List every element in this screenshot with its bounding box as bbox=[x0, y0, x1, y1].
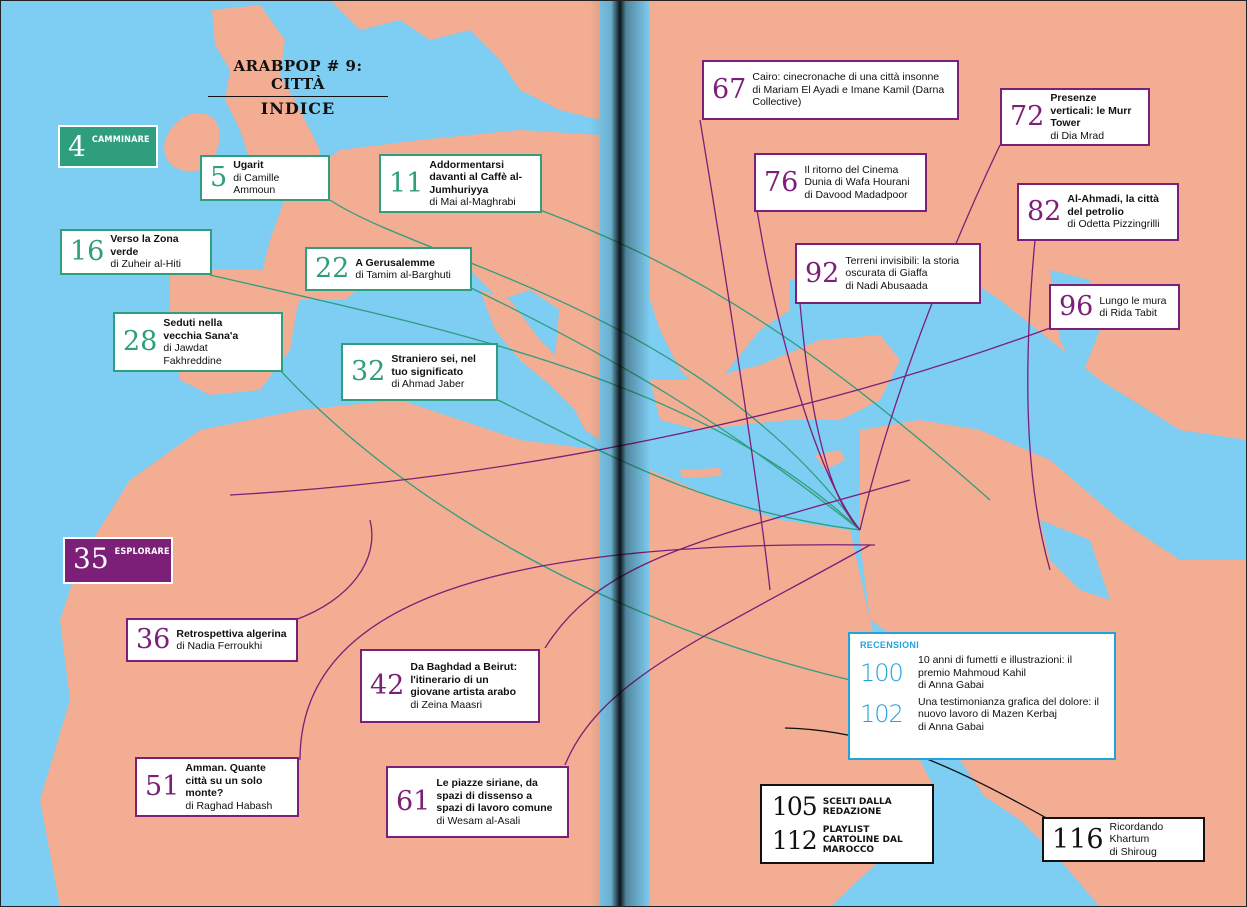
masthead bbox=[208, 57, 388, 118]
toc-entry-96[interactable] bbox=[1049, 284, 1180, 330]
entry-author: di Nadia Ferroukhi bbox=[176, 640, 263, 652]
entry-author: di Ahmad Jaber bbox=[391, 378, 465, 391]
reviews-box bbox=[848, 632, 1116, 760]
entry-author: di Mai al-Maghrabi bbox=[429, 196, 516, 208]
entry-label-line2: CARTOLINE DAL MAROCCO bbox=[822, 835, 903, 855]
entry-title: Ugarit bbox=[233, 159, 264, 172]
entry-author: di Anna Gabai bbox=[918, 720, 984, 733]
entry-author: di Dia Mrad bbox=[1050, 129, 1105, 142]
toc-entry-5[interactable] bbox=[200, 155, 330, 201]
entry-author: di Zuheir al-Hiti bbox=[110, 258, 181, 271]
entry-author: di Nadi Abusaada bbox=[845, 279, 928, 292]
page-number: 22 bbox=[315, 253, 350, 284]
page-number: 72 bbox=[1010, 101, 1045, 132]
page-number: 42 bbox=[370, 670, 405, 701]
toc-entry-28[interactable] bbox=[113, 312, 283, 372]
entry-title: Verso la Zona verde bbox=[110, 233, 179, 258]
entry-author: di Odetta Pizzingrilli bbox=[1067, 218, 1160, 231]
page-number: 96 bbox=[1059, 291, 1094, 322]
entry-title: Al-Ahmadi, la città del petrolio bbox=[1067, 193, 1159, 218]
entry-label-line1: SCELTI DALLA bbox=[822, 796, 892, 807]
toc-entry-76[interactable] bbox=[754, 153, 927, 212]
section-camminare[interactable] bbox=[58, 125, 158, 168]
entry-title: Lungo le mura bbox=[1099, 294, 1167, 307]
toc-entry-36[interactable] bbox=[126, 618, 298, 662]
entry-author: di Mariam El Ayadi e Imane Kamil (Darna Collective) bbox=[752, 83, 945, 109]
entry-title: 10 anni di fumetti e illustrazioni: il premio Mahmoud Kahil bbox=[918, 654, 1073, 679]
entry-author: di Anna Gabai bbox=[918, 679, 984, 691]
index-heading: INDICE bbox=[260, 99, 336, 118]
entry-title: Retrospettiva algerina bbox=[176, 627, 287, 640]
section-esplorare[interactable] bbox=[63, 537, 173, 584]
toc-entry-102[interactable] bbox=[860, 696, 1104, 734]
page-number: 82 bbox=[1027, 196, 1062, 227]
toc-entry-92[interactable] bbox=[795, 243, 981, 304]
section-label: CAMMINARE bbox=[91, 135, 150, 145]
entry-label-line2: REDAZIONE bbox=[822, 806, 882, 817]
entry-author: di Shiroug bbox=[1109, 845, 1157, 858]
page-number: 61 bbox=[396, 786, 431, 817]
toc-entry-22[interactable] bbox=[305, 247, 472, 291]
toc-entry-116[interactable] bbox=[1042, 817, 1205, 862]
page-number: 5 bbox=[210, 162, 228, 193]
magazine-title: ARABPOP # 9: CITTÀ bbox=[208, 57, 388, 97]
section-label: ESPLORARE bbox=[114, 547, 170, 557]
entry-title: Da Baghdad a Beirut: l'itinerario di un giovane artista arabo bbox=[410, 661, 518, 698]
toc-entry-32[interactable] bbox=[341, 343, 498, 401]
entry-title: Terreni invisibili: la storia oscurata di Giaffa bbox=[845, 254, 960, 280]
page-number: 32 bbox=[351, 356, 386, 387]
entry-title: Amman. Quante città su un solo monte? bbox=[185, 762, 266, 799]
toc-entry-105[interactable] bbox=[772, 792, 922, 821]
entry-label-line1: PLAYLIST bbox=[822, 825, 870, 835]
entry-author: di Davood Madadpoor bbox=[804, 188, 908, 201]
page-number: 112 bbox=[772, 825, 817, 855]
page-number: 67 bbox=[712, 74, 747, 105]
page-number: 105 bbox=[772, 792, 817, 821]
page-number: 76 bbox=[764, 166, 799, 198]
page-number: 102 bbox=[860, 700, 903, 729]
entry-title: Una testimonianza grafica del dolore: il nuovo lavoro di Mazen Kerbaj bbox=[918, 695, 1099, 720]
toc-entry-11[interactable] bbox=[379, 154, 542, 213]
toc-entry-42[interactable] bbox=[360, 649, 540, 723]
page-number: 28 bbox=[123, 326, 158, 357]
entry-author: di Wesam al-Asali bbox=[436, 814, 521, 827]
entry-author: di Jawdat Fakhreddine bbox=[163, 342, 222, 367]
toc-entry-100[interactable] bbox=[860, 654, 1104, 692]
toc-entry-72[interactable] bbox=[1000, 88, 1150, 146]
entry-author: di Tamim al-Barghuti bbox=[355, 269, 451, 281]
toc-entry-82[interactable] bbox=[1017, 183, 1179, 241]
toc-entry-112[interactable] bbox=[772, 825, 922, 855]
entry-title: Addormentarsi davanti al Caffè al-Jumhuriyya bbox=[429, 158, 523, 196]
toc-entry-51[interactable] bbox=[135, 757, 299, 817]
toc-entry-16[interactable] bbox=[60, 229, 212, 275]
toc-entry-67[interactable] bbox=[702, 60, 959, 120]
page-number: 51 bbox=[145, 771, 180, 802]
entry-author: di Camille Ammoun bbox=[233, 171, 280, 197]
entry-title: Cairo: cinecronache di una città insonne bbox=[752, 71, 940, 84]
page-number: 92 bbox=[805, 257, 840, 289]
entry-author: di Raghad Habash bbox=[185, 799, 273, 812]
page-number: 36 bbox=[136, 624, 171, 655]
section-page-number: 35 bbox=[73, 542, 109, 575]
entry-title: Straniero sei, nel tuo significato bbox=[391, 353, 476, 378]
entry-title: Le piazze siriane, da spazi di dissenso a spazi di lavoro comune bbox=[436, 777, 553, 814]
entry-title: Presenze verticali: le Murr Tower bbox=[1050, 92, 1132, 129]
entry-author: di Rida Tabit bbox=[1099, 307, 1157, 319]
entry-author: di Zeina Maasri bbox=[410, 698, 483, 711]
entry-title: Seduti nella vecchia Sana'a bbox=[163, 317, 239, 342]
page-number: 11 bbox=[389, 167, 424, 199]
extras-box bbox=[760, 784, 934, 864]
page-number: 116 bbox=[1052, 823, 1104, 855]
page-number: 100 bbox=[860, 658, 903, 687]
entry-title: Il ritorno del Cinema Dunia di Wafa Hourani bbox=[804, 163, 910, 189]
section-page-number: 4 bbox=[68, 130, 86, 163]
entry-title: Ricordando Khartum bbox=[1109, 820, 1164, 846]
reviews-heading: RECENSIONI bbox=[860, 640, 920, 650]
toc-entry-61[interactable] bbox=[386, 766, 569, 838]
entry-title: A Gerusalemme bbox=[355, 256, 435, 269]
page-number: 16 bbox=[70, 236, 105, 267]
